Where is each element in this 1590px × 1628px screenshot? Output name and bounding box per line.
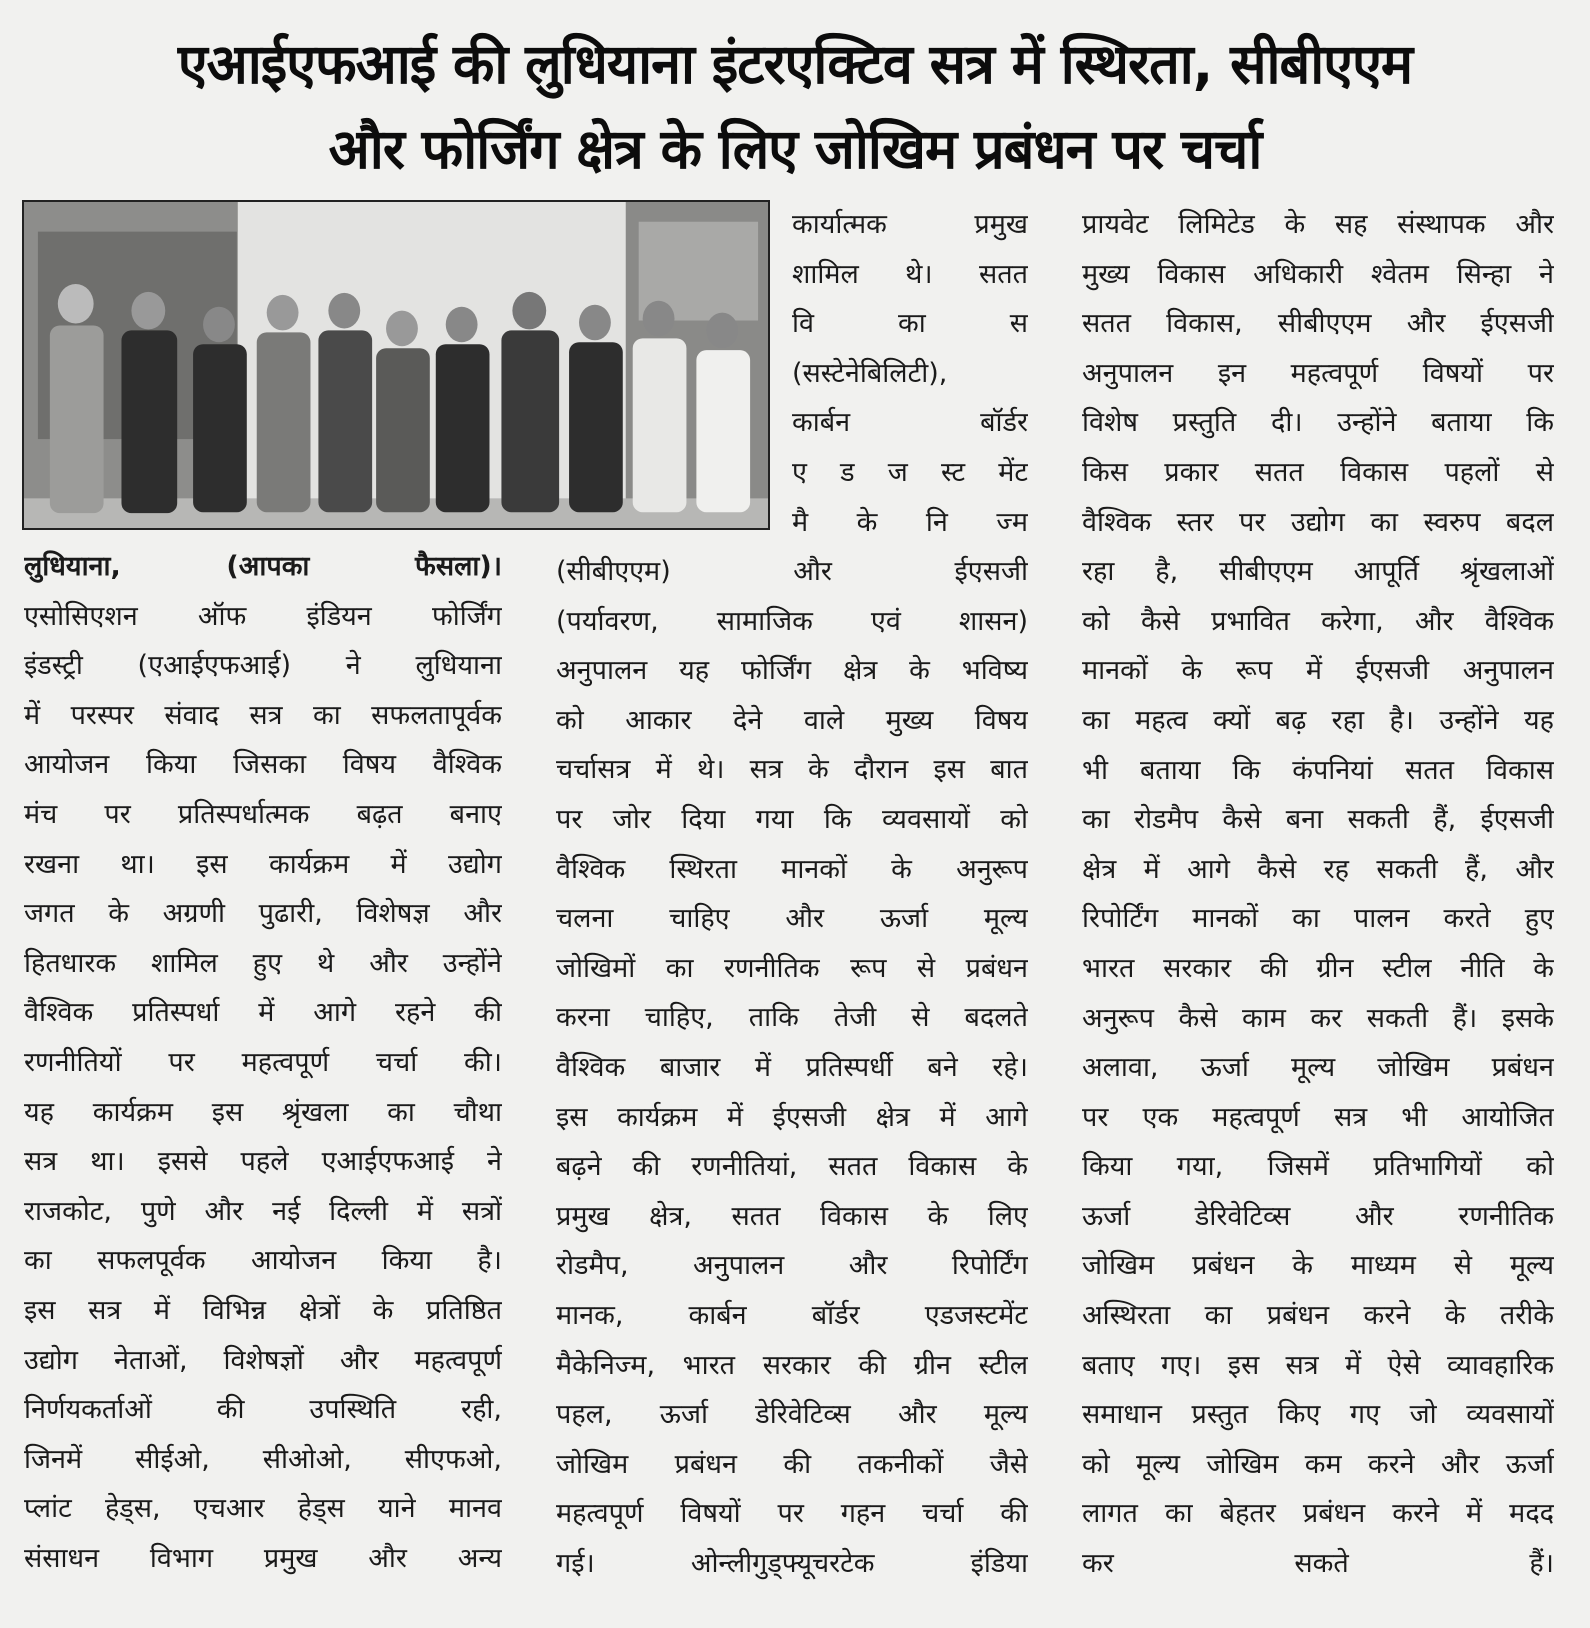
text-line: इंडस्ट्री (एआईएफआई) ने लुधियाना bbox=[24, 650, 502, 682]
text-line: लागत का बेहतर प्रबंधन करने में मदद bbox=[1082, 1498, 1554, 1530]
text-line: बढ़ने की रणनीतियां, सतत विकास के bbox=[556, 1151, 1028, 1183]
dateline: लुधियाना, (आपका फैसला)। bbox=[24, 551, 502, 582]
text-line: को मूल्य जोखिम कम करने और ऊर्जा bbox=[1082, 1448, 1554, 1480]
text-line: पर एक महत्वपूर्ण सत्र भी आयोजित bbox=[1082, 1101, 1554, 1133]
article-column-1 bbox=[24, 542, 502, 1583]
text-line: इस कार्यक्रम में ईएसजी क्षेत्र में आगे bbox=[556, 1101, 1028, 1133]
article-column-2-top bbox=[792, 200, 1028, 547]
event-group-photo bbox=[22, 200, 770, 530]
text-line: चर्चासत्र में थे। सत्र के दौरान इस बात bbox=[556, 754, 1028, 786]
text-line: अनुपालन यह फोर्जिंग क्षेत्र के भविष्य bbox=[556, 655, 1028, 687]
text-line: मंच पर प्रतिस्पर्धात्मक बढ़त बनाए bbox=[24, 798, 502, 830]
text-line: कार्बन बॉर्डर bbox=[792, 407, 1028, 439]
text-line: क्षेत्र में आगे कैसे रह सकती हैं, और bbox=[1082, 853, 1554, 885]
headline-line-2: और फोर्जिंग क्षेत्र के लिए जोखिम प्रबंधन पर चर्चा bbox=[328, 117, 1262, 181]
text-line: राजकोट, पुणे और नई दिल्ली में सत्रों bbox=[24, 1195, 502, 1227]
text-line: किया गया, जिसमें प्रतिभागियों को bbox=[1082, 1151, 1554, 1183]
text-line: शामिल थे। सतत bbox=[792, 258, 1028, 290]
text-line: सतत विकास, सीबीएएम और ईएसजी bbox=[1082, 308, 1554, 340]
text-line: रिपोर्टिंग मानकों का पालन करते हुए bbox=[1082, 903, 1554, 935]
text-line: वैश्विक प्रतिस्पर्धा में आगे रहने की bbox=[24, 997, 502, 1029]
text-line: भारत सरकार की ग्रीन स्टील नीति के bbox=[1082, 952, 1554, 984]
text-line: एसोसिएशन ऑफ इंडियन फोर्जिंग bbox=[24, 600, 502, 632]
text-line: (पर्यावरण, सामाजिक एवं शासन) bbox=[556, 605, 1028, 637]
text-line: का महत्व क्यों बढ़ रहा है। उन्होंने यह bbox=[1082, 704, 1554, 736]
text-line: उद्योग नेताओं, विशेषज्ञों और महत्वपूर्ण bbox=[24, 1344, 502, 1376]
text-line: किस प्रकार सतत विकास पहलों से bbox=[1082, 456, 1554, 488]
text-line: मै के नि ज्म bbox=[792, 506, 1028, 538]
text-line: जोखिम प्रबंधन की तकनीकों जैसे bbox=[556, 1448, 1028, 1480]
text-line: सत्र था। इससे पहले एआईएफआई ने bbox=[24, 1146, 502, 1178]
text-line: वैश्विक स्थिरता मानकों के अनुरूप bbox=[556, 853, 1028, 885]
text-line: रोडमैप, अनुपालन और रिपोर्टिंग bbox=[556, 1250, 1028, 1282]
text-line: करना चाहिए, ताकि तेजी से बदलते bbox=[556, 1002, 1028, 1034]
text-line: मानकों के रूप में ईएसजी अनुपालन bbox=[1082, 655, 1554, 687]
text-line: महत्वपूर्ण विषयों पर गहन चर्चा की bbox=[556, 1498, 1028, 1530]
text-line: जोखिम प्रबंधन के माध्यम से मूल्य bbox=[1082, 1250, 1554, 1282]
text-line: (सस्टेनेबिलिटी), bbox=[792, 357, 948, 389]
text-line: चलना चाहिए और ऊर्जा मूल्य bbox=[556, 903, 1028, 935]
text-line: अनुपालन इन महत्वपूर्ण विषयों पर bbox=[1082, 357, 1554, 389]
text-line: आयोजन किया जिसका विषय वैश्विक bbox=[24, 749, 502, 781]
text-line: जिनमें सीईओ, सीओओ, सीएफओ, bbox=[24, 1443, 502, 1475]
text-line: वि का स bbox=[792, 308, 1028, 340]
text-line: का सफलपूर्वक आयोजन किया है। bbox=[24, 1245, 502, 1277]
text-line: जोखिमों का रणनीतिक रूप से प्रबंधन bbox=[556, 952, 1028, 984]
text-line: यह कार्यक्रम इस श्रृंखला का चौथा bbox=[24, 1096, 502, 1128]
text-line: विशेष प्रस्तुति दी। उन्होंने बताया कि bbox=[1082, 407, 1554, 439]
text-line: जगत के अग्रणी पुढारी, विशेषज्ञ और bbox=[24, 898, 502, 930]
text-line: मैकेनिज्म, भारत सरकार की ग्रीन स्टील bbox=[556, 1349, 1028, 1381]
text-line: पहल, ऊर्जा डेरिवेटिव्स और मूल्य bbox=[556, 1399, 1028, 1431]
text-line: (सीबीएएम) और ईएसजी bbox=[556, 556, 1028, 587]
article-column-3 bbox=[1082, 200, 1554, 1589]
text-line: रखना था। इस कार्यक्रम में उद्योग bbox=[24, 848, 502, 880]
text-line: गई। ओन्लीगुड्फ्यूचरटेक इंडिया bbox=[556, 1547, 1028, 1579]
headline bbox=[0, 22, 1590, 192]
text-line: हितधारक शामिल हुए थे और उन्होंने bbox=[24, 947, 502, 979]
text-line: में परस्पर संवाद सत्र का सफलतापूर्वक bbox=[24, 699, 502, 731]
text-line: ऊर्जा डेरिवेटिव्स और रणनीतिक bbox=[1082, 1200, 1554, 1232]
text-line: मुख्य विकास अधिकारी श्वेतम सिन्हा ने bbox=[1082, 258, 1554, 290]
text-line: अलावा, ऊर्जा मूल्य जोखिम प्रबंधन bbox=[1082, 1052, 1554, 1084]
text-line: का रोडमैप कैसे बना सकती हैं, ईएसजी bbox=[1082, 804, 1554, 836]
article-column-2 bbox=[556, 547, 1028, 1588]
text-line: भी बताया कि कंपनियां सतत विकास bbox=[1082, 754, 1554, 786]
text-line: प्रमुख क्षेत्र, सतत विकास के लिए bbox=[556, 1200, 1028, 1232]
text-line: अस्थिरता का प्रबंधन करने के तरीके bbox=[1082, 1300, 1554, 1332]
text-line: निर्णयकर्ताओं की उपस्थिति रही, bbox=[24, 1394, 502, 1426]
text-line: को कैसे प्रभावित करेगा, और वैश्विक bbox=[1082, 605, 1554, 637]
headline-line-1: एआईएफआई की लुधियाना इंटरएक्टिव सत्र में स्थिरता, सीबीएएम bbox=[177, 32, 1413, 96]
text-line: ए ड ज स्ट मेंट bbox=[792, 456, 1028, 488]
text-line: मानक, कार्बन बॉर्डर एडजस्टमेंट bbox=[556, 1299, 1028, 1331]
text-line: वैश्विक बाजार में प्रतिस्पर्धी बने रहे। bbox=[556, 1051, 1028, 1083]
text-line: को आकार देने वाले मुख्य विषय bbox=[556, 704, 1028, 736]
text-line: पर जोर दिया गया कि व्यवसायों को bbox=[556, 803, 1028, 835]
text-line: समाधान प्रस्तुत किए गए जो व्यवसायों bbox=[1082, 1399, 1554, 1431]
text-line: प्लांट हेड्स, एचआर हेड्स याने मानव bbox=[24, 1493, 502, 1525]
text-line: संसाधन विभाग प्रमुख और अन्य bbox=[24, 1542, 502, 1574]
text-line: प्रायवेट लिमिटेड के सह संस्थापक और bbox=[1082, 209, 1554, 240]
text-line: बताए गए। इस सत्र में ऐसे व्यावहारिक bbox=[1082, 1349, 1554, 1381]
text-line: अनुरूप कैसे काम कर सकती हैं। इसके bbox=[1082, 1002, 1554, 1034]
text-line-last: कर सकते हैं। bbox=[1082, 1548, 1554, 1580]
text-line: इस सत्र में विभिन्न क्षेत्रों के प्रतिष्ठित bbox=[24, 1294, 502, 1326]
text-line: रणनीतियों पर महत्वपूर्ण चर्चा की। bbox=[24, 1046, 502, 1078]
text-line: वैश्विक स्तर पर उद्योग का स्वरुप बदल bbox=[1082, 506, 1554, 538]
text-line: कार्यात्मक प्रमुख bbox=[792, 209, 1028, 240]
text-line: रहा है, सीबीएएम आपूर्ति श्रृंखलाओं bbox=[1082, 556, 1554, 588]
group-photo-illustration bbox=[24, 202, 768, 528]
